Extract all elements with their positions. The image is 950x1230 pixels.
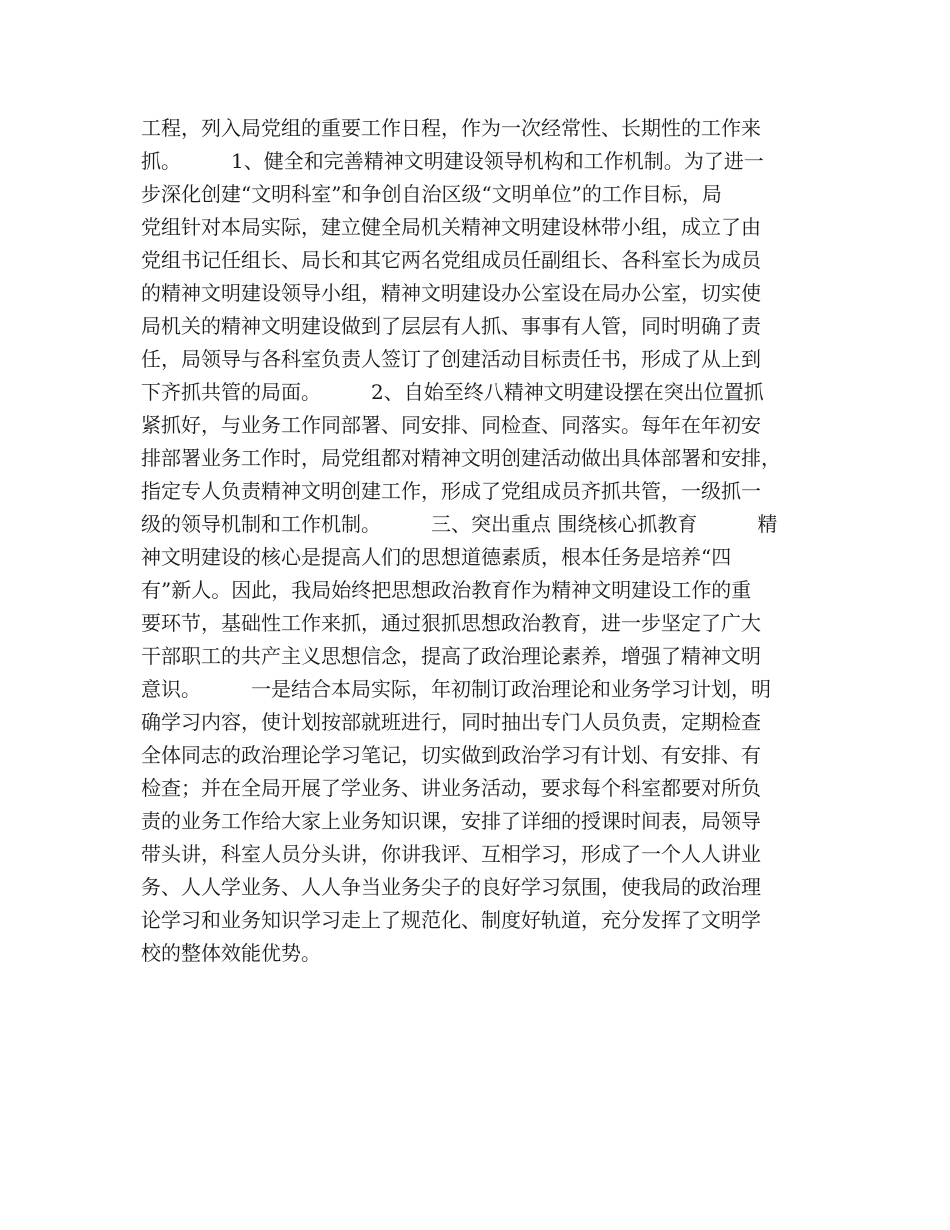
text-line: 确学习内容，使计划按部就班进行，同时抽出专门人员负责，定期检查 bbox=[141, 710, 761, 734]
text-line: 步深化创建“文明科室”和争创自治区级“文明单位”的工作目标，局 bbox=[141, 182, 722, 206]
text-line: 要环节，基础性工作来抓，通过狠抓思想政治教育，进一步坚定了广大 bbox=[141, 611, 761, 635]
body-text bbox=[141, 112, 821, 970]
text-line: 下齐抓共管的局面。 2、自始至终八精神文明建设摆在突出位置抓 bbox=[141, 380, 764, 404]
text-line: 校的整体效能优势。 bbox=[141, 941, 321, 965]
text-line: 责的业务工作给大家上业务知识课，安排了详细的授课时间表，局领导 bbox=[141, 809, 761, 833]
text-line: 有”新人。因此，我局始终把思想政治教育作为精神文明建设工作的重 bbox=[141, 578, 752, 602]
text-line: 务、人人学业务、人人争当业务尖子的良好学习氛围，使我局的政治理 bbox=[141, 875, 761, 899]
text-line: 级的领导机制和工作机制。 三、突出重点 围绕核心抓教育 精 bbox=[141, 512, 778, 536]
text-line: 任，局领导与各科室负责人签订了创建活动目标责任书，形成了从上到 bbox=[141, 347, 761, 371]
text-line: 神文明建设的核心是提高人们的思想道德素质，根本任务是培养“四 bbox=[141, 545, 732, 569]
text-line: 意识。 一是结合本局实际，年初制订政治理论和业务学习计划，明 bbox=[141, 677, 771, 701]
text-line: 党组针对本局实际，建立健全局机关精神文明建设林带小组，成立了由 bbox=[141, 215, 761, 239]
text-line: 局机关的精神文明建设做到了层层有人抓、事事有人管，同时明确了责 bbox=[141, 314, 761, 338]
text-line: 带头讲，科室人员分头讲，你讲我评、互相学习，形成了一个人人讲业 bbox=[141, 842, 761, 866]
text-line: 论学习和业务知识学习走上了规范化、制度好轨道，充分发挥了文明学 bbox=[141, 908, 761, 932]
text-line: 党组书记任组长、局长和其它两名党组成员任副组长、各科室长为成员 bbox=[141, 248, 761, 272]
text-line: 紧抓好，与业务工作同部署、同安排、同检查、同落实。每年在年初安 bbox=[141, 413, 761, 437]
text-line: 的精神文明建设领导小组，精神文明建设办公室设在局办公室，切实使 bbox=[141, 281, 761, 305]
text-line: 全体同志的政治理论学习笔记，切实做到政治学习有计划、有安排、有 bbox=[141, 743, 761, 767]
text-line: 指定专人负责精神文明创建工作，形成了党组成员齐抓共管，一级抓一 bbox=[141, 479, 761, 503]
text-line: 干部职工的共产主义思想信念，提高了政治理论素养，增强了精神文明 bbox=[141, 644, 761, 668]
text-line: 抓。 1、健全和完善精神文明建设领导机构和工作机制。为了进一 bbox=[141, 149, 764, 173]
text-line: 排部署业务工作时，局党组都对精神文明创建活动做出具体部署和安排， bbox=[141, 446, 781, 470]
text-line: 工程，列入局党组的重要工作日程，作为一次经常性、长期性的工作来 bbox=[141, 116, 761, 140]
text-line: 检查；并在全局开展了学业务、讲业务活动，要求每个科室都要对所负 bbox=[141, 776, 761, 800]
